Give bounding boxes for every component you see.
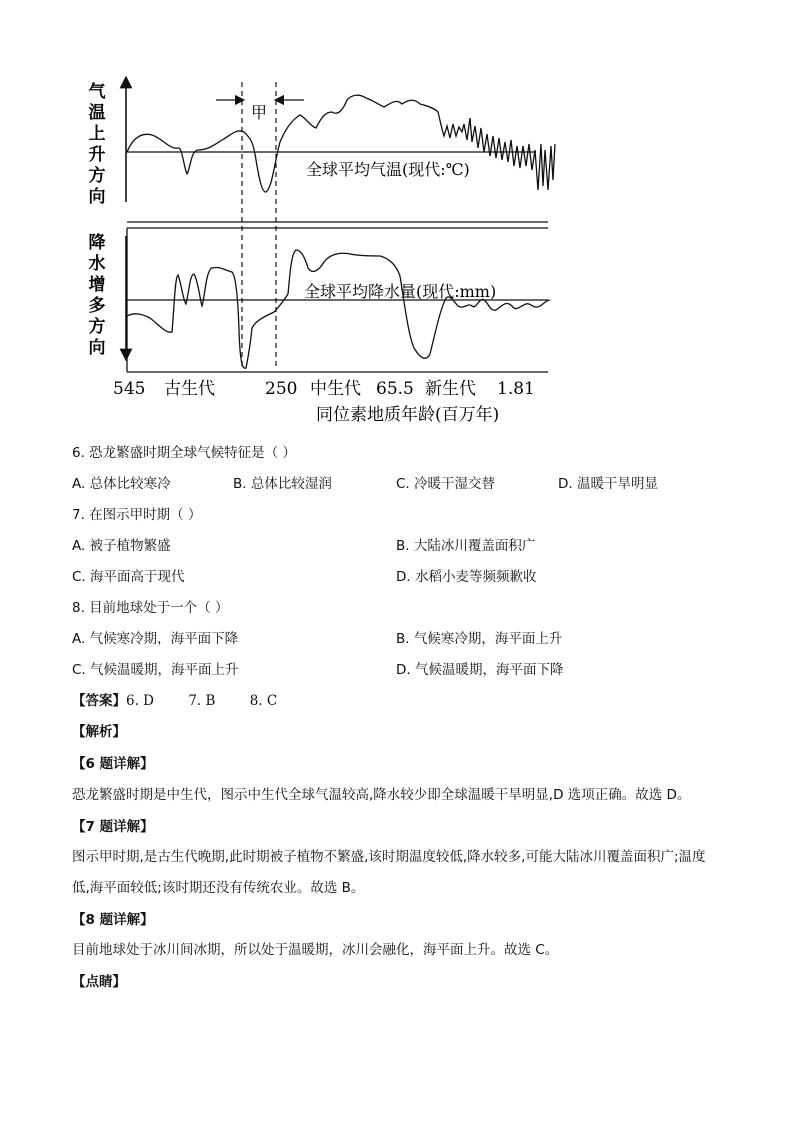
- detail-8-label: 【8 题详解】: [72, 912, 154, 928]
- precip-axis-char: 增: [88, 275, 106, 295]
- answer-text: 6. D 7. B 8. C: [126, 693, 278, 709]
- analysis-label: 【解析】: [72, 724, 126, 740]
- question-7-option-d: D. 水稻小麦等频频歉收: [396, 569, 537, 585]
- tick-250: 250: [265, 379, 298, 399]
- question-8-option-d: D. 气候温暖期，海平面下降: [396, 662, 564, 678]
- x-tick-labels: [113, 379, 535, 399]
- precip-axis-char: 多: [88, 296, 106, 316]
- question-6-option-d: D. 温暖干旱明显: [558, 476, 658, 492]
- question-7-option-b: B. 大陆冰川覆盖面积广: [396, 538, 536, 554]
- question-6-stem: 6. 恐龙繁盛时期全球气候特征是（ ）: [72, 445, 296, 461]
- tick-cenozoic: 新生代: [425, 379, 476, 399]
- temp-axis-label: [89, 81, 107, 207]
- detail-8-text: 目前地球处于冰川间冰期，所以处于温暖期，冰川会融化，海平面上升。故选 C。: [72, 942, 559, 958]
- precip-axis-label: [89, 232, 106, 358]
- detail-6-label: 【6 题详解】: [72, 756, 154, 772]
- precip-axis-char: 方: [88, 317, 106, 337]
- temp-axis-char: 方: [88, 166, 106, 186]
- detail-7-label: 【7 题详解】: [72, 819, 154, 835]
- answer-line: [72, 692, 277, 710]
- question-6-option-c: C. 冷暖干湿交替: [396, 476, 496, 492]
- precip-axis-char: 降: [88, 233, 106, 253]
- temp-axis-char: 向: [88, 187, 106, 207]
- question-8-option-c: C. 气候温暖期，海平面上升: [72, 662, 239, 678]
- question-8-option-a: A. 气候寒冷期，海平面下降: [72, 631, 239, 647]
- answer-label: 【答案】: [72, 693, 126, 709]
- tick-1-81: 1.81: [497, 379, 535, 399]
- precip-axis-char: 向: [88, 338, 106, 358]
- tick-mesozoic: 中生代: [310, 379, 361, 399]
- question-7-stem: 7. 在图示甲时期（ ）: [72, 507, 202, 523]
- jia-label: 甲: [250, 103, 268, 122]
- detail-6-text: 恐龙繁盛时期是中生代，图示中生代全球气温较高,降水较少即全球温暖干旱明显,D 选项正确。故选 D。: [72, 787, 691, 803]
- tick-65-5: 65.5: [376, 379, 414, 399]
- question-7-option-c: C. 海平面高于现代: [72, 569, 185, 585]
- tick-545: 545: [113, 379, 146, 399]
- temp-axis-char: 上: [88, 124, 106, 144]
- tick-paleozoic: 古生代: [164, 379, 215, 399]
- precipitation-curve: [127, 250, 550, 368]
- question-8-option-b: B. 气候寒冷期，海平面上升: [396, 631, 563, 647]
- temp-axis-char: 升: [88, 145, 106, 165]
- climate-figure: [0, 0, 794, 440]
- temp-caption: 全球平均气温(现代:℃): [306, 160, 470, 179]
- question-6-option-a: A. 总体比较寒冷: [72, 476, 171, 492]
- dianjing-label: 【点睛】: [72, 974, 126, 990]
- temp-axis-char: 温: [88, 103, 106, 123]
- question-8-stem: 8. 目前地球处于一个（ ）: [72, 600, 229, 616]
- temp-axis-char: 气: [88, 82, 106, 102]
- detail-7-text: 图示甲时期,是古生代晚期,此时期被子植物不繁盛,该时期温度较低,降水较多,可能大陆冰川覆盖面积广;温度低,海平面较低;该时期还没有传统农业。故选 B。: [72, 849, 706, 896]
- question-7-option-a: A. 被子植物繁盛: [72, 538, 171, 554]
- precip-axis-char: 水: [88, 254, 106, 274]
- x-axis-title: 同位素地质年龄(百万年): [316, 405, 500, 425]
- question-6-option-b: B. 总体比较湿润: [233, 476, 332, 492]
- precip-caption: 全球平均降水量(现代:mm): [304, 282, 497, 301]
